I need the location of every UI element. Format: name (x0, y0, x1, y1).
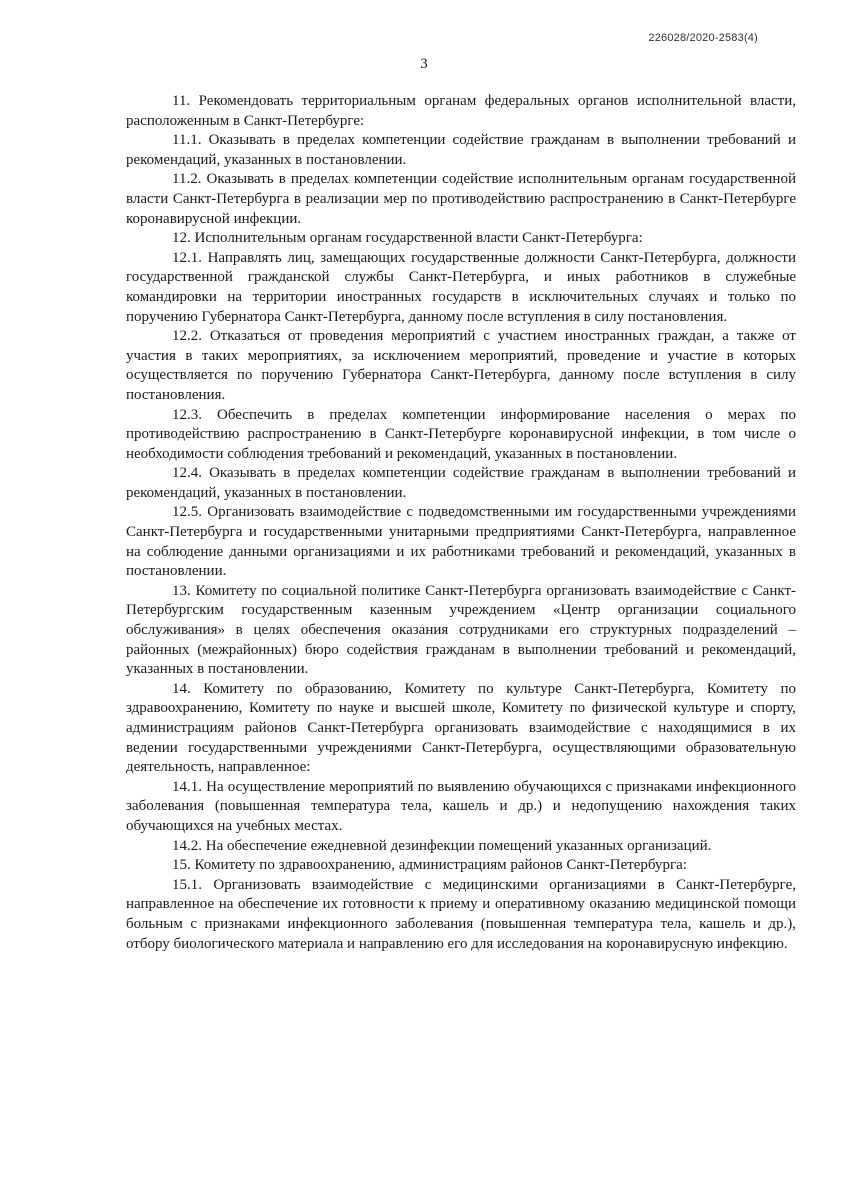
document-id: 226028/2020-2583(4) (648, 32, 758, 44)
paragraph-12-4: 12.4. Оказывать в пределах компетенции содействие гражданам в выполнении требований и рекомендаций, указанных в постановлении. (126, 465, 796, 501)
paragraph-12-1: 12.1. Направлять лиц, замещающих государственные должности Санкт-Петербурга, должности государственной гражданской службы Санкт-Петербурга, и иных работников в служебные командировки на территории иностранных государств в исключительных случаях и только по поручению Губернатора Санкт-Петербурга, данному после вступления в силу постановления. (126, 249, 796, 325)
paragraph-15: 15. Комитету по здравоохранению, администрациям районов Санкт-Петербурга: (172, 857, 687, 874)
paragraph-14-1: 14.1. На осуществление мероприятий по выявлению обучающихся с признаками инфекционного заболевания (повышенная температура тела, кашель и др.) и недопущению нахождения таких обучающихся на учебных местах. (126, 778, 796, 834)
paragraph-13: 13. Комитету по социальной политике Санкт-Петербурга организовать взаимодействие с Санкт-Петербургским государственным казенным учреждением «Центр организации социального обслуживания» в целях обеспечения оказания сотрудниками его структурных подразделений – районных (межрайонных) бюро содействия гражданам в выполнении требований и рекомендаций, указанных в постановлении. (126, 582, 796, 678)
page-number: 3 (420, 56, 428, 72)
paragraph-14-2: 14.2. На обеспечение ежедневной дезинфекции помещений указанных организаций. (172, 837, 712, 854)
paragraph-14: 14. Комитету по образованию, Комитету по культуре Санкт-Петербурга, Комитету по здравоохранению, Комитету по науке и высшей школе, Комитету по физической культуре и спорту, администрациям районов Санкт-Петербурга организовать взаимодействие с находящимися в их ведении государственными учреждениями Санкт-Петербурга, осуществляющими образовательную деятельность, направленное: (126, 680, 796, 776)
paragraph-15-1: 15.1. Организовать взаимодействие с медицинскими организациями в Санкт-Петербурге, направленное на обеспечение их готовности к приему и оперативному оказанию медицинской помощи больным с признаками инфекционного заболевания (повышенная температура тела, кашель и др.), отбору биологического материала и направлению его для исследования на коронавирусную инфекцию. (126, 876, 796, 952)
paragraph-12: 12. Исполнительным органам государственной власти Санкт-Петербурга: (172, 230, 643, 247)
paragraph-12-3: 12.3. Обеспечить в пределах компетенции информирование населения о мерах по противодействию распространению в Санкт-Петербурге коронавирусной инфекции, в том числе о необходимости соблюдения требований и рекомендаций, указанных в постановлении. (126, 406, 796, 462)
paragraph-11-1: 11.1. Оказывать в пределах компетенции содействие гражданам в выполнении требований и рекомендаций, указанных в постановлении. (126, 132, 796, 168)
paragraph-12-5: 12.5. Организовать взаимодействие с подведомственными им государственными учреждениями Санкт-Петербурга и государственными унитарными предприятиями Санкт-Петербурга, направленное на соблюдение данными организациями и их работниками требований и рекомендаций, указанных в постановлении. (126, 504, 796, 580)
document-body (126, 92, 796, 954)
paragraph-11-2: 11.2. Оказывать в пределах компетенции содействие исполнительным органам государственной власти Санкт-Петербурга в реализации мер по противодействию распространению в Санкт-Петербурге коронавирусной инфекции. (126, 171, 796, 227)
paragraph-12-2: 12.2. Отказаться от проведения мероприятий с участием иностранных граждан, а также от участия в таких мероприятиях, за исключением мероприятий, проведение и участие в которых осуществляется по поручению Губернатора Санкт-Петербурга, данному после вступления в силу постановления. (126, 328, 796, 403)
paragraph-11: 11. Рекомендовать территориальным органам федеральных органов исполнительной власти, расположенным в Санкт-Петербурге: (126, 93, 796, 129)
